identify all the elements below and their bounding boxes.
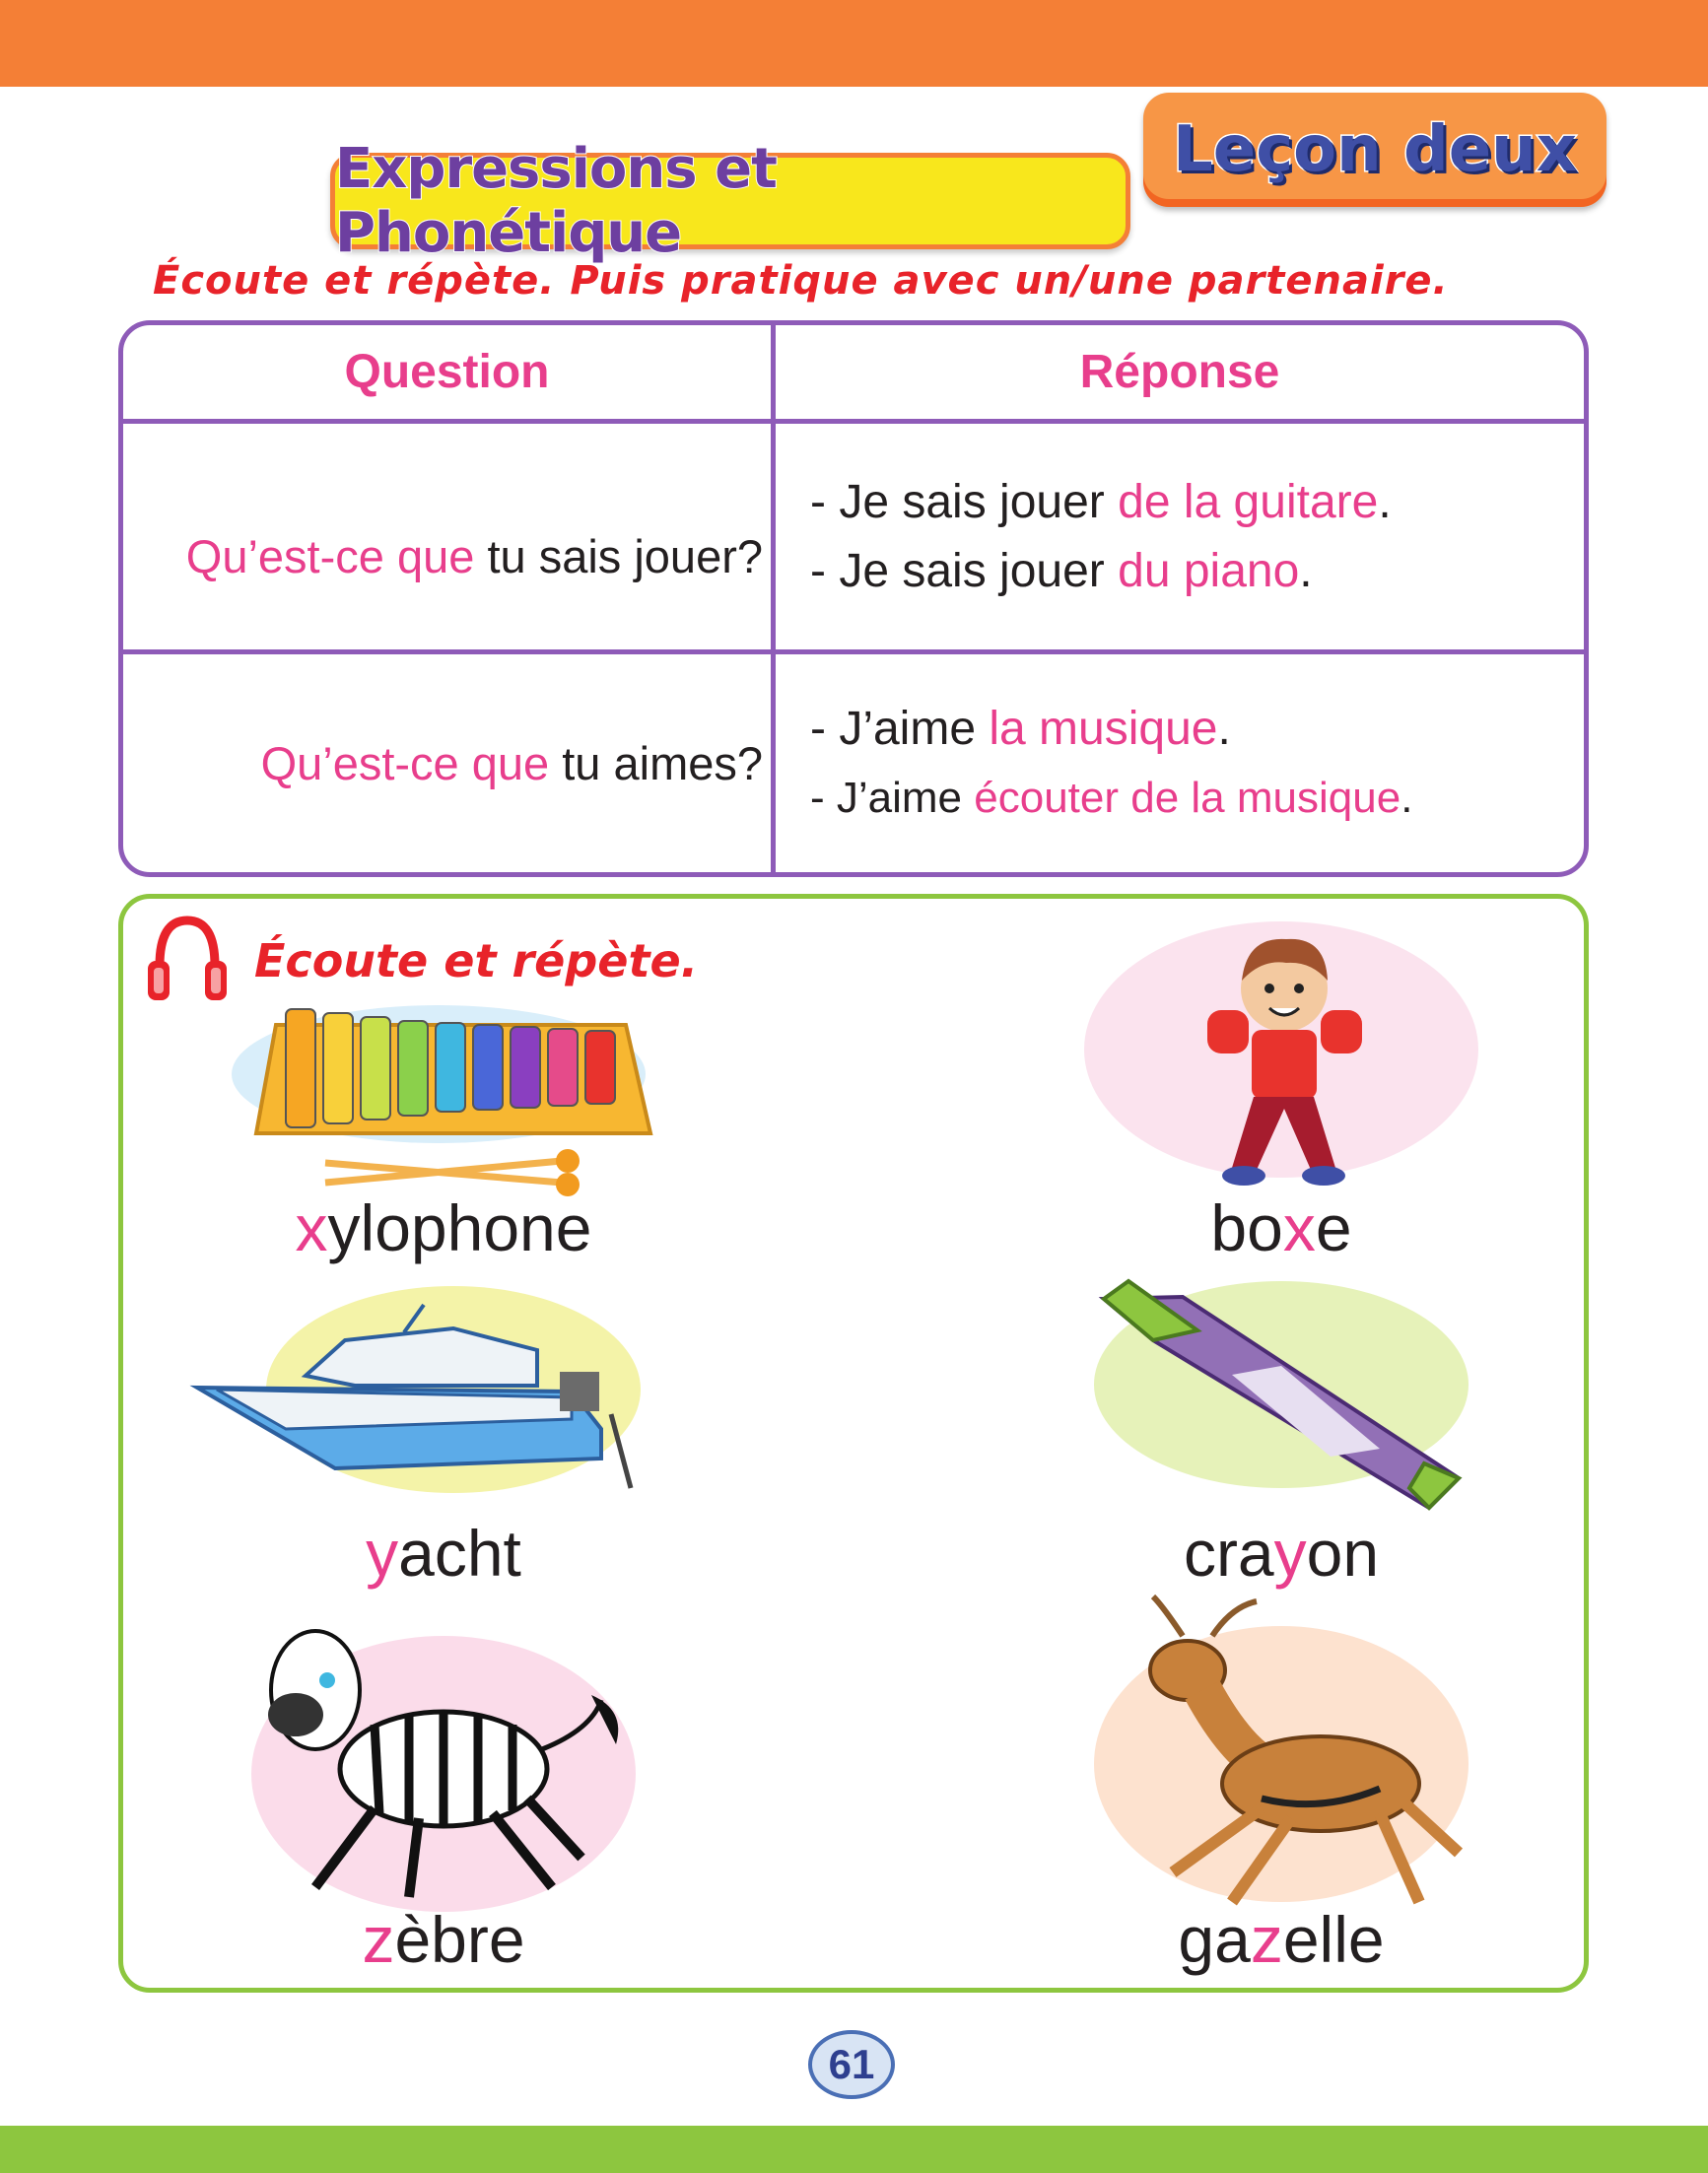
question-cell — [123, 654, 771, 872]
response-line: - J’aime la musique. — [810, 702, 1231, 755]
gazelle-image — [1084, 1596, 1478, 1917]
word-yacht: yacht — [366, 1517, 521, 1590]
column-header-response: Réponse — [1079, 346, 1280, 398]
boxer-image — [1074, 912, 1488, 1197]
response-line: - Je sais jouer de la guitare. — [810, 475, 1392, 528]
top-color-bar — [0, 0, 1708, 87]
yacht-image — [197, 1281, 641, 1498]
section-title: Expressions et Phonétique — [335, 137, 777, 265]
question-text: tu sais jouer? — [474, 530, 763, 582]
practice-title: Écoute et répète. — [254, 934, 699, 987]
column-header-question: Question — [344, 346, 550, 398]
response-cell — [776, 424, 1584, 649]
question-highlight: Qu’est-ce que — [260, 737, 550, 789]
response-cell — [776, 654, 1584, 872]
question-highlight: Qu’est-ce que — [185, 530, 475, 582]
page-number: 61 — [808, 2030, 895, 2099]
lesson-title: Leçon deux — [1173, 113, 1577, 186]
word-crayon: crayon — [1183, 1517, 1380, 1590]
word-boxe: boxe — [1210, 1191, 1352, 1264]
instruction-text: Écoute et répète. Puis pratique avec un/une partenaire. — [153, 258, 1449, 304]
headphones-icon[interactable] — [138, 907, 237, 1005]
word-zebre: zèbre — [362, 1903, 525, 1976]
word-xylophone: xylophone — [295, 1191, 592, 1264]
bottom-color-bar — [0, 2126, 1708, 2173]
zebra-image — [246, 1601, 641, 1922]
dialogue-table — [118, 320, 1589, 877]
response-line: - J’aime écouter de la musique. — [810, 773, 1413, 822]
question-text: tu aimes? — [549, 737, 763, 789]
crayon-image — [1084, 1271, 1478, 1528]
section-badge — [330, 137, 1130, 265]
question-cell — [123, 424, 771, 649]
lesson-badge — [1143, 93, 1606, 207]
word-gazelle: gazelle — [1178, 1903, 1385, 1976]
xylophone-image — [227, 995, 660, 1202]
response-line: - Je sais jouer du piano. — [810, 544, 1313, 597]
